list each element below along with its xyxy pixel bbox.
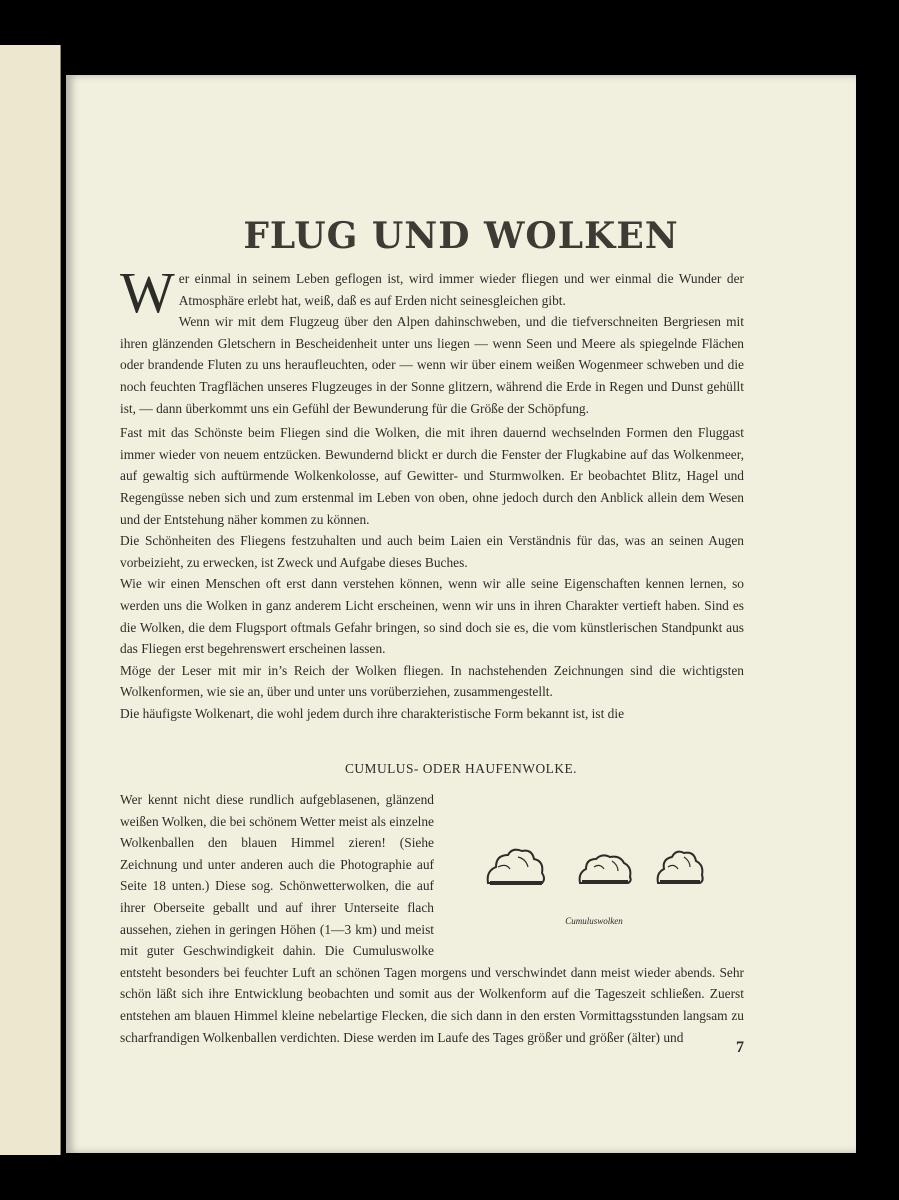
page-number: 7 (736, 1039, 744, 1056)
intro-paragraph-7: Die häufigste Wolkenart, die wohl jedem durch ihre charakteristische Form bekannt ist, ist die (120, 705, 625, 721)
intro-paragraph-6: Möge der Leser mit mir in’s Reich der Wolken fliegen. In nachstehenden Zeichnungen sind die wichtigsten Wolkenformen, wie sie an, über und unter uns vorüberziehen, zusammengestellt. (120, 662, 744, 700)
intro-paragraph-4: Die Schönheiten des Fliegens festzuhalten und auch beim Laien ein Verständnis für das, was an seinen Augen vorbeizieht, zu erwecken, ist Zweck und Aufgabe dieses Buches. (120, 533, 744, 570)
intro-paragraph-3: Fast mit das Schönste beim Fliegen sind die Wolken, die mit ihren dauernd wechselnden Formen den Fluggast immer wieder von neuem entzücken. Bewundernd blickt er durch die Fenster der Flugkabine auf das Wolkenmeer, auf gewaltig sich auftürmende Wolkenkolosse, auf Gewitter- und Sturmwolken. Er beobachtet Blitz, Hagel und Regengüsse neben sich und zum erstenmal im Leben von oben, ohne jedoch durch den Anblick allein dem Wesen und der Entstehung näher kommen zu können. (120, 425, 744, 527)
intro-text (120, 260, 744, 724)
cumulus-cloud-icon (484, 845, 548, 887)
page-title: FLUG UND WOLKEN (243, 215, 679, 257)
cumulus-paragraph: Wer kennt nicht diese rundlich aufgeblasenen, glänzend weißen Wolken, die bei schönem Wetter meist als einzelne Wolkenballen den blauen Himmel zieren! (Siehe Zeichnung und unter anderen auch die Photographie auf Seite 18 unten.) Diese sog. Schönwetterwolken, die auf ihrer Oberseite geballt und auf ihrer Unterseite flach aussehen, ziehen in geringen Höhen (1—3 km) und meist mit guter Geschwindigkeit dahin. Die Cumuluswolke entsteht besonders bei feuchter Luft an schönen Tagen morgens und verschwindet dann meist wieder abends. Sehr schön läßt sich ihre Entwicklung beobachten und somit aus der Wolkenform auf die Tageszeit schließen. Zuerst entstehen am blauen Himmel kleine nebelartige Flecken, die sich dann in den ersten Vormittagsstunden langsam zu scharfrandigen Wolkenballen verdichten. Diese werden im Laufe des Tages größer und größer (älter) und (120, 792, 744, 1045)
drop-cap: W (120, 260, 175, 325)
section-heading: CUMULUS- ODER HAUFENWOLKE. (344, 761, 578, 776)
figure-caption: Cumuluswolken (565, 916, 623, 926)
intro-paragraph-2: Wenn wir mit dem Flugzeug über den Alpen dahinschweben, und die tiefverschneiten Bergriesen mit ihren glänzenden Gletschern in Bescheidenheit unter uns liegen — wenn Seen und Meere als spiegelnde Flächen oder brandende Fluten zu uns heraufleuchten, oder — wenn wir über einem weißen Wogenmeer schweben und die noch feuchten Tragflächen unseres Flugzeuges in der Sonne glitzern, während die Erde in Regen und Dunst gehüllt ist, — dann überkommt uns ein Gefühl der Bewunderung für die Größe der Schöpfung. (120, 314, 744, 416)
cumulus-cloud-icon (576, 849, 634, 887)
intro-paragraph-1: Wer einmal in seinem Leben geflogen ist, wird immer wieder fliegen und wer einmal die Wunder der Atmosphäre erlebt hat, weiß, daß es auf Erden nicht seinesgleichen gibt. (120, 260, 744, 325)
cumulus-text (120, 789, 744, 1048)
cumulus-cloud-icon (654, 847, 706, 887)
previous-page-edge (0, 45, 61, 1155)
intro-paragraph-5: Wie wir einen Menschen oft erst dann verstehen können, wenn wir alle seine Eigenschaften kennen lernen, so werden uns die Wolken in ganz anderem Licht erscheinen, wenn wir uns in ihren Charakter vertieft haben. Sind es die Wolken, die dem Flugsport oftmals Gefahr bringen, so sind doch sie es, die vom künstlerischen Standpunkt aus das Fliegen erst begehrenswert erscheinen lassen. (120, 576, 744, 657)
cumulus-figure (444, 833, 744, 941)
book-page (66, 75, 856, 1153)
